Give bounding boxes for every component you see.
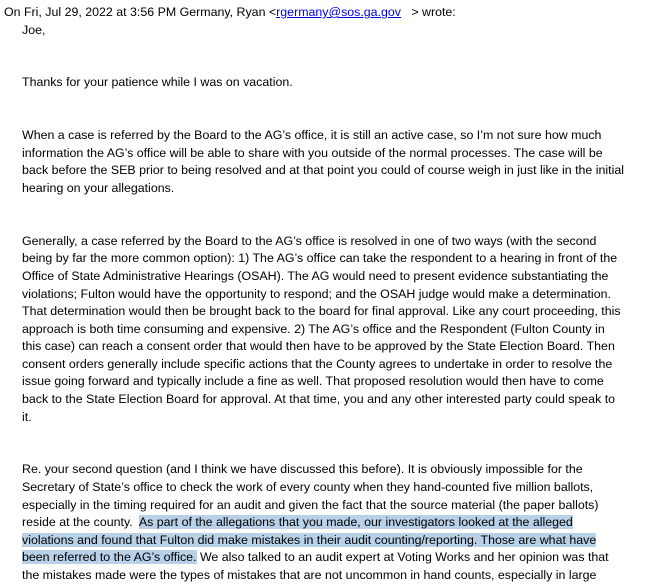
paragraph-vacation (22, 74, 634, 92)
paragraph-line: it. (22, 409, 32, 424)
paragraph-line: hearing on your allegations. (22, 180, 175, 195)
paragraph-line: Thanks for your patience while I was on vacation. (22, 75, 293, 90)
greeting: Joe, (22, 22, 46, 37)
email-body (22, 22, 634, 585)
paragraph-line: Office of State Administrative Hearings (OSAH). The AG would need to present evidence substantiating the (22, 268, 609, 283)
paragraph-line: information the AG’s office will be able to share with you outside of the normal processes. The case will be (22, 145, 603, 160)
reply-header-suffix: > wrote: (411, 5, 456, 19)
paragraph-line: When a case is referred by the Board to the AG’s office, it is still an active case, so I’m not sure how much (22, 128, 602, 143)
blank-line (22, 198, 634, 216)
paragraph-line: approach is both time consuming and expensive. 2) The AG’s office and the Respondent (Fulton County in (22, 321, 605, 336)
paragraph-line: consent orders generally include specific actions that the County agrees to undertake in order to resolve the (22, 356, 613, 371)
paragraph-second-question (22, 461, 634, 584)
highlighted-text: been referred to the AG’s office. (22, 550, 197, 565)
paragraph-line: this case) can reach a consent order that would then have to be approved by the State Election Board. Then (22, 339, 615, 354)
paragraph-line: violations; Fulton would have the opportunity to respond; and the OSAH judge would make a determination. (22, 286, 611, 301)
paragraph-active-case (22, 127, 634, 197)
blank-line (22, 426, 634, 444)
paragraph-line: Generally, a case referred by the Board to the AG’s office is resolved in one of two ways (with the second (22, 233, 597, 248)
blank-line (22, 215, 634, 233)
paragraph-line: back before the SEB prior to being resolved and at that point you could of course weigh in just like in the initial (22, 163, 624, 178)
paragraph-line: issue going forward and typically include a fine as well. That proposed resolution would then have to come (22, 374, 604, 389)
paragraph-line (22, 532, 634, 550)
paragraph-resolution-options (22, 233, 634, 427)
blank-line (22, 57, 634, 75)
plain-text: reside at the county. (22, 515, 139, 530)
reply-header (4, 4, 456, 22)
paragraph-line: Secretary of State’s office to check the work of every county when they hand-counted five million ballots, (22, 480, 594, 495)
plain-text: We also talked to an audit expert at Voting Works and her opinion was that (196, 550, 609, 565)
paragraph-line: being by far the more common option): 1) The AG’s office can take the respondent to a hearing in front of the (22, 251, 618, 266)
blank-line (22, 110, 634, 128)
paragraph-line: Re. your second question (and I think we have discussed this before). It is obviously impossible for the (22, 462, 583, 477)
highlighted-text: As part of the allegations that you made, our investigators looked at the alleged (138, 515, 573, 530)
paragraph-line: back to the State Election Board for approval. At that time, you and any other interested party could speak to (22, 392, 616, 407)
blank-line (22, 444, 634, 462)
reply-header-prefix: On Fri, Jul 29, 2022 at 3:56 PM Germany, Ryan < (4, 5, 277, 19)
paragraph-line (22, 549, 634, 567)
paragraph-line (22, 514, 634, 532)
highlighted-text: violations and found that Fulton did make mistakes in their audit counting/reporting. Those are what have (22, 532, 597, 547)
paragraph-line: especially in the timing required for an audit and given the fact that the source material (the paper ballots) (22, 497, 599, 512)
paragraph-line: That determination would then be brought back to the board for final approval. Like any court proceeding, this (22, 304, 621, 319)
paragraph-line: the mistakes made were the types of mistakes that are not uncommon in hand counts, especially in large (22, 568, 597, 582)
blank-line (22, 39, 634, 57)
sender-email-link[interactable]: rgermany@sos.ga.gov (276, 5, 401, 19)
blank-line (22, 92, 634, 110)
